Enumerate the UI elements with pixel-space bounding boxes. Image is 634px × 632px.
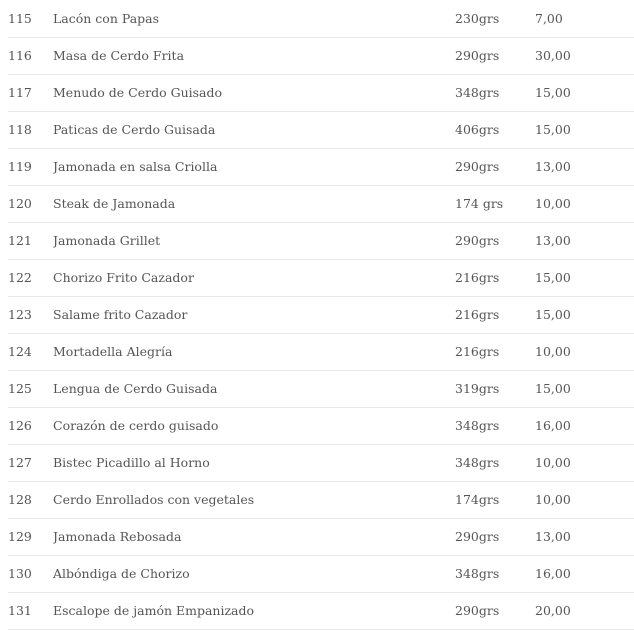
dish-weight: 290grs <box>455 48 500 63</box>
dish-price: 30,00 <box>535 48 571 63</box>
table-row <box>8 185 634 222</box>
item-number: 119 <box>8 159 32 174</box>
dish-price: 13,00 <box>535 159 571 174</box>
item-number: 128 <box>8 492 32 507</box>
table-row <box>8 592 634 629</box>
dish-weight: 348grs <box>455 455 500 470</box>
dish-weight: 290grs <box>455 159 500 174</box>
item-number: 126 <box>8 418 32 433</box>
dish-weight: 348grs <box>455 566 500 581</box>
table-row <box>8 148 634 185</box>
dish-price: 15,00 <box>535 381 571 396</box>
dish-weight: 216grs <box>455 344 500 359</box>
dish-name: Masa de Cerdo Frita <box>53 48 185 63</box>
menu-table-body <box>8 0 634 629</box>
dish-price: 15,00 <box>535 85 571 100</box>
table-row <box>8 518 634 555</box>
dish-price: 13,00 <box>535 233 571 248</box>
dish-name: Jamonada Rebosada <box>53 529 182 544</box>
dish-weight: 230grs <box>455 10 500 26</box>
dish-name: Menudo de Cerdo Guisado <box>53 85 223 100</box>
dish-name: Chorizo Frito Cazador <box>53 270 194 285</box>
table-row <box>8 555 634 592</box>
dish-name: Lengua de Cerdo Guisada <box>53 381 218 396</box>
table-row <box>8 111 634 148</box>
table-row <box>8 0 634 37</box>
table-row <box>8 259 634 296</box>
dish-name: Escalope de jamón Empanizado <box>53 603 255 618</box>
item-number: 123 <box>8 307 32 322</box>
dish-name: Jamonada Grillet <box>53 233 161 248</box>
dish-name: Steak de Jamonada <box>53 196 176 211</box>
dish-price: 20,00 <box>535 603 571 618</box>
dish-name: Lacón con Papas <box>53 10 160 26</box>
table-row <box>8 296 634 333</box>
dish-price: 7,00 <box>535 10 563 26</box>
dish-price: 10,00 <box>535 455 571 470</box>
dish-weight: 290grs <box>455 603 500 618</box>
item-number: 117 <box>8 85 32 100</box>
dish-price: 15,00 <box>535 122 571 137</box>
dish-price: 16,00 <box>535 418 571 433</box>
dish-name: Mortadella Alegría <box>53 344 173 359</box>
item-number: 125 <box>8 381 32 396</box>
item-number: 131 <box>8 603 32 618</box>
item-number: 124 <box>8 344 32 359</box>
item-number: 120 <box>8 196 32 211</box>
table-row <box>8 370 634 407</box>
table-row <box>8 444 634 481</box>
item-number: 122 <box>8 270 32 285</box>
dish-weight: 348grs <box>455 85 500 100</box>
dish-weight: 290grs <box>455 233 500 248</box>
table-row <box>8 74 634 111</box>
dish-name: Jamonada en salsa Criolla <box>53 159 218 174</box>
dish-name: Salame frito Cazador <box>53 307 188 322</box>
item-number: 129 <box>8 529 32 544</box>
table-row <box>8 333 634 370</box>
item-number: 121 <box>8 233 32 248</box>
dish-weight: 319grs <box>455 381 500 396</box>
item-number: 118 <box>8 122 32 137</box>
dish-name: Albóndiga de Chorizo <box>53 566 190 581</box>
dish-weight: 216grs <box>455 270 500 285</box>
dish-weight: 174 grs <box>455 196 504 211</box>
item-number: 116 <box>8 48 32 63</box>
dish-weight: 290grs <box>455 529 500 544</box>
menu-table <box>8 0 634 630</box>
dish-price: 13,00 <box>535 529 571 544</box>
dish-name: Cerdo Enrollados con vegetales <box>53 492 255 507</box>
table-row <box>8 481 634 518</box>
item-number: 130 <box>8 566 32 581</box>
dish-name: Paticas de Cerdo Guisada <box>53 122 216 137</box>
dish-price: 10,00 <box>535 344 571 359</box>
table-row <box>8 407 634 444</box>
dish-weight: 348grs <box>455 418 500 433</box>
item-number: 115 <box>8 10 32 26</box>
item-number: 127 <box>8 455 32 470</box>
dish-name: Corazón de cerdo guisado <box>53 418 219 433</box>
dish-weight: 216grs <box>455 307 500 322</box>
dish-name: Bistec Picadillo al Horno <box>53 455 210 470</box>
dish-price: 16,00 <box>535 566 571 581</box>
dish-price: 10,00 <box>535 196 571 211</box>
table-row <box>8 37 634 74</box>
dish-price: 10,00 <box>535 492 571 507</box>
dish-price: 15,00 <box>535 270 571 285</box>
dish-weight: 174grs <box>455 492 500 507</box>
table-row <box>8 222 634 259</box>
dish-price: 15,00 <box>535 307 571 322</box>
dish-weight: 406grs <box>455 122 500 137</box>
